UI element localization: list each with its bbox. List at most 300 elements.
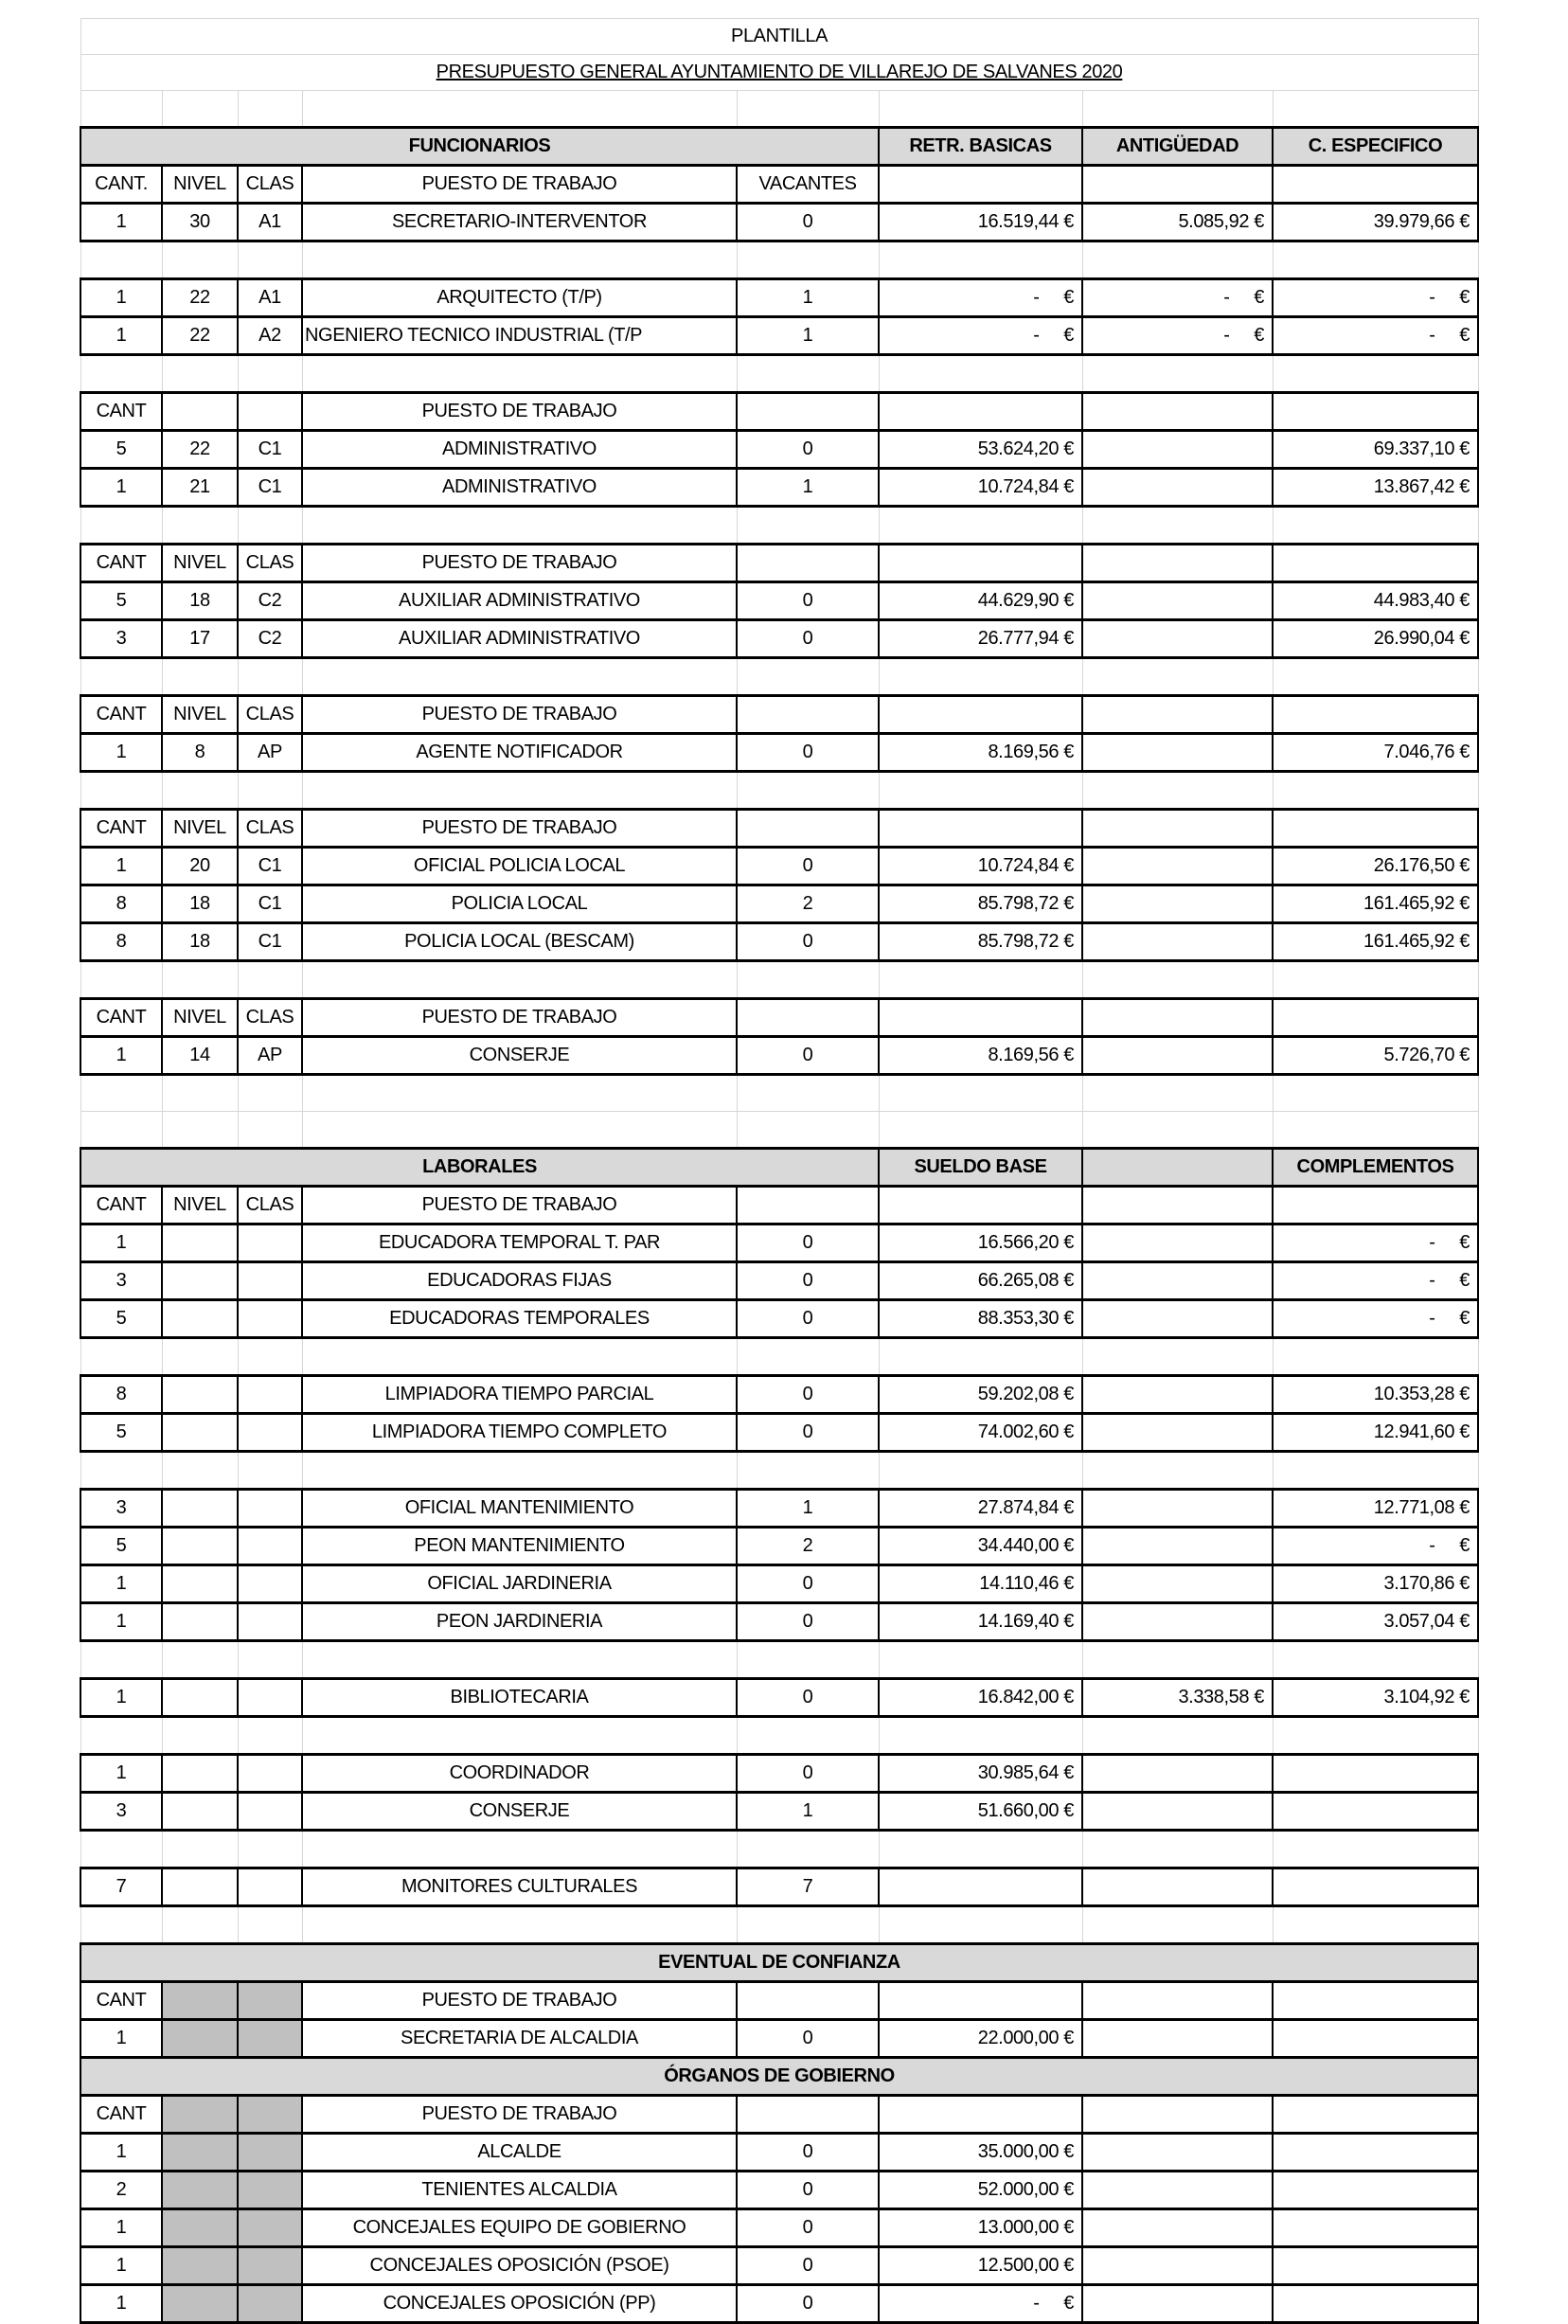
section-header-row: [80, 2058, 1478, 2096]
complemento-cell: [1273, 999, 1478, 1037]
vacantes-cell: [737, 2096, 879, 2134]
cant-cell: 1: [80, 1755, 162, 1793]
puesto-cell: TENIENTES ALCALDIA: [302, 2172, 737, 2209]
retribucion-cell: [879, 1187, 1082, 1225]
retribucion-cell: 16.566,20 €: [879, 1225, 1082, 1262]
empty-cell: [162, 658, 238, 696]
retribucion-cell: 14.110,46 €: [879, 1565, 1082, 1603]
empty-cell: [1082, 1717, 1273, 1755]
puesto-cell: EDUCADORAS TEMPORALES: [302, 1300, 737, 1338]
retribucion-cell: 12.500,00 €: [879, 2247, 1082, 2285]
empty-cell: [162, 1831, 238, 1868]
vacantes-cell: 1: [737, 1793, 879, 1831]
complemento-cell: 3.057,04 €: [1273, 1603, 1478, 1641]
antiguedad-cell: [1082, 1603, 1273, 1641]
puesto-cell: AUXILIAR ADMINISTRATIVO: [302, 620, 737, 658]
empty-cell: [1082, 1641, 1273, 1679]
vacantes-cell: 0: [737, 848, 879, 885]
table-row: [80, 696, 1478, 734]
retribucion-cell: - €: [879, 317, 1082, 355]
retribucion-cell: [879, 545, 1082, 582]
vacantes-cell: 0: [737, 1679, 879, 1717]
empty-cell: [162, 1717, 238, 1755]
cant-cell: 1: [80, 848, 162, 885]
cant-cell: CANT: [80, 545, 162, 582]
empty-cell: [80, 241, 162, 279]
clas-cell: C2: [238, 620, 302, 658]
blank-row: [80, 658, 1478, 696]
cant-cell: CANT: [80, 2096, 162, 2134]
cant-cell: 1: [80, 2020, 162, 2058]
empty-cell: [737, 1717, 879, 1755]
empty-cell: [737, 1831, 879, 1868]
antiguedad-cell: [1082, 734, 1273, 772]
empty-cell: [1273, 1075, 1478, 1112]
nivel-cell: [162, 1376, 238, 1414]
blank-row: [80, 241, 1478, 279]
vacantes-cell: [737, 999, 879, 1037]
empty-cell: [879, 1338, 1082, 1376]
retribucion-cell: 51.660,00 €: [879, 1793, 1082, 1831]
vacantes-cell: 0: [737, 1603, 879, 1641]
clas-cell: [238, 1225, 302, 1262]
clas-cell: [238, 2209, 302, 2247]
puesto-cell: SECRETARIO-INTERVENTOR: [302, 204, 737, 241]
puesto-cell: NGENIERO TECNICO INDUSTRIAL (T/P: [302, 317, 737, 355]
puesto-cell: PUESTO DE TRABAJO: [302, 696, 737, 734]
antiguedad-cell: [1082, 1225, 1273, 1262]
cant-cell: 8: [80, 1376, 162, 1414]
puesto-cell: PUESTO DE TRABAJO: [302, 2096, 737, 2134]
vacantes-cell: 0: [737, 2172, 879, 2209]
clas-cell: [238, 1679, 302, 1717]
complemento-cell: [1273, 2020, 1478, 2058]
puesto-cell: LIMPIADORA TIEMPO COMPLETO: [302, 1414, 737, 1452]
table-row: [80, 393, 1478, 431]
empty-cell: [80, 772, 162, 810]
section-header-row: [80, 1149, 1478, 1187]
complemento-cell: 3.170,86 €: [1273, 1565, 1478, 1603]
nivel-cell: NIVEL: [162, 166, 238, 204]
empty-cell: [1082, 91, 1273, 128]
antiguedad-cell: [1082, 1262, 1273, 1300]
empty-cell: [1082, 658, 1273, 696]
complemento-cell: [1273, 1982, 1478, 2020]
nivel-cell: [162, 1679, 238, 1717]
empty-cell: [162, 1906, 238, 1944]
nivel-cell: 30: [162, 204, 238, 241]
blank-row: [80, 1075, 1478, 1112]
antiguedad-cell: [1082, 1755, 1273, 1793]
blank-row: [80, 507, 1478, 545]
table-row: [80, 317, 1478, 355]
nivel-cell: 14: [162, 1037, 238, 1075]
cant-cell: 1: [80, 1225, 162, 1262]
nivel-cell: [162, 2172, 238, 2209]
empty-cell: [302, 507, 737, 545]
clas-cell: [238, 2096, 302, 2134]
section-title: EVENTUAL DE CONFIANZA: [80, 1944, 1478, 1982]
puesto-cell: COORDINADOR: [302, 1755, 737, 1793]
empty-cell: [302, 1112, 737, 1149]
empty-cell: [80, 961, 162, 999]
vacantes-cell: 2: [737, 885, 879, 923]
cant-cell: CANT: [80, 393, 162, 431]
nivel-cell: [162, 1490, 238, 1528]
complemento-cell: [1273, 2134, 1478, 2172]
antiguedad-cell: [1082, 2134, 1273, 2172]
empty-cell: [879, 1831, 1082, 1868]
empty-cell: [162, 241, 238, 279]
empty-cell: [162, 961, 238, 999]
puesto-cell: ARQUITECTO (T/P): [302, 279, 737, 317]
empty-cell: [238, 1831, 302, 1868]
cant-cell: 1: [80, 2209, 162, 2247]
complemento-cell: 161.465,92 €: [1273, 885, 1478, 923]
table-row: [80, 1528, 1478, 1565]
retribucion-cell: 74.002,60 €: [879, 1414, 1082, 1452]
cant-cell: 1: [80, 317, 162, 355]
retribucion-cell: 10.724,84 €: [879, 469, 1082, 507]
empty-cell: [879, 961, 1082, 999]
blank-row: [80, 1717, 1478, 1755]
empty-cell: [80, 355, 162, 393]
section-title: LABORALES: [80, 1149, 879, 1187]
cant-cell: 1: [80, 734, 162, 772]
empty-cell: [1273, 355, 1478, 393]
nivel-cell: NIVEL: [162, 545, 238, 582]
empty-cell: [302, 961, 737, 999]
empty-cell: [879, 91, 1082, 128]
complemento-cell: 3.104,92 €: [1273, 1679, 1478, 1717]
empty-cell: [80, 1112, 162, 1149]
empty-cell: [879, 1075, 1082, 1112]
retribucion-cell: [879, 999, 1082, 1037]
blank-row: [80, 772, 1478, 810]
empty-cell: [302, 91, 737, 128]
table-row: [80, 848, 1478, 885]
cant-cell: 1: [80, 469, 162, 507]
empty-cell: [162, 507, 238, 545]
antiguedad-cell: [1082, 1793, 1273, 1831]
table-row: [80, 2247, 1478, 2285]
puesto-cell: ALCALDE: [302, 2134, 737, 2172]
clas-cell: [238, 2172, 302, 2209]
column-header: ANTIGÜEDAD: [1082, 128, 1273, 166]
antiguedad-cell: - €: [1082, 317, 1273, 355]
complemento-cell: 10.353,28 €: [1273, 1376, 1478, 1414]
empty-cell: [238, 1452, 302, 1490]
vacantes-cell: 1: [737, 317, 879, 355]
clas-cell: CLAS: [238, 1187, 302, 1225]
complemento-cell: [1273, 2172, 1478, 2209]
retribucion-cell: 8.169,56 €: [879, 1037, 1082, 1075]
retribucion-cell: 22.000,00 €: [879, 2020, 1082, 2058]
table-row: [80, 279, 1478, 317]
empty-cell: [737, 355, 879, 393]
cant-cell: 1: [80, 1679, 162, 1717]
empty-cell: [879, 1641, 1082, 1679]
nivel-cell: [162, 1793, 238, 1831]
complemento-cell: [1273, 1793, 1478, 1831]
complemento-cell: [1273, 1868, 1478, 1906]
complemento-cell: [1273, 2247, 1478, 2285]
cant-cell: 1: [80, 2285, 162, 2323]
empty-cell: [1273, 772, 1478, 810]
antiguedad-cell: [1082, 1414, 1273, 1452]
puesto-cell: BIBLIOTECARIA: [302, 1679, 737, 1717]
antiguedad-cell: [1082, 2247, 1273, 2285]
empty-cell: [162, 1075, 238, 1112]
complemento-cell: 12.941,60 €: [1273, 1414, 1478, 1452]
antiguedad-cell: [1082, 848, 1273, 885]
puesto-cell: PUESTO DE TRABAJO: [302, 810, 737, 848]
retribucion-cell: 85.798,72 €: [879, 923, 1082, 961]
table-row: [80, 469, 1478, 507]
retribucion-cell: 13.000,00 €: [879, 2209, 1082, 2247]
nivel-cell: 22: [162, 279, 238, 317]
retribucion-cell: 30.985,64 €: [879, 1755, 1082, 1793]
nivel-cell: 18: [162, 582, 238, 620]
retribucion-cell: 16.519,44 €: [879, 204, 1082, 241]
nivel-cell: [162, 1982, 238, 2020]
puesto-cell: OFICIAL JARDINERIA: [302, 1565, 737, 1603]
vacantes-cell: [737, 810, 879, 848]
puesto-cell: OFICIAL MANTENIMIENTO: [302, 1490, 737, 1528]
cant-cell: 1: [80, 1565, 162, 1603]
nivel-cell: [162, 2209, 238, 2247]
antiguedad-cell: [1082, 2020, 1273, 2058]
nivel-cell: 17: [162, 620, 238, 658]
blank-row: [80, 1906, 1478, 1944]
empty-cell: [302, 1452, 737, 1490]
empty-cell: [238, 1717, 302, 1755]
empty-cell: [302, 1641, 737, 1679]
vacantes-cell: 0: [737, 734, 879, 772]
vacantes-cell: 7: [737, 1868, 879, 1906]
nivel-cell: [162, 2134, 238, 2172]
retribucion-cell: 27.874,84 €: [879, 1490, 1082, 1528]
complemento-cell: 69.337,10 €: [1273, 431, 1478, 469]
puesto-cell: PUESTO DE TRABAJO: [302, 166, 737, 204]
complemento-cell: [1273, 2209, 1478, 2247]
retribucion-cell: [879, 696, 1082, 734]
clas-cell: [238, 1262, 302, 1300]
clas-cell: C1: [238, 848, 302, 885]
empty-cell: [1273, 1641, 1478, 1679]
clas-cell: CLAS: [238, 999, 302, 1037]
puesto-cell: EDUCADORA TEMPORAL T. PAR: [302, 1225, 737, 1262]
antiguedad-cell: [1082, 2285, 1273, 2323]
nivel-cell: [162, 1528, 238, 1565]
clas-cell: CLAS: [238, 696, 302, 734]
empty-cell: [162, 1452, 238, 1490]
empty-cell: [879, 507, 1082, 545]
retribucion-cell: 52.000,00 €: [879, 2172, 1082, 2209]
complemento-cell: [1273, 1755, 1478, 1793]
retribucion-cell: - €: [879, 2285, 1082, 2323]
column-header: COMPLEMENTOS: [1273, 1149, 1478, 1187]
puesto-cell: LIMPIADORA TIEMPO PARCIAL: [302, 1376, 737, 1414]
clas-cell: [238, 393, 302, 431]
nivel-cell: 21: [162, 469, 238, 507]
cant-cell: CANT: [80, 1187, 162, 1225]
retribucion-cell: [879, 1982, 1082, 2020]
nivel-cell: [162, 2285, 238, 2323]
complemento-cell: [1273, 545, 1478, 582]
antiguedad-cell: [1082, 1565, 1273, 1603]
empty-cell: [1273, 658, 1478, 696]
antiguedad-cell: [1082, 2209, 1273, 2247]
empty-cell: [80, 658, 162, 696]
retribucion-cell: 26.777,94 €: [879, 620, 1082, 658]
table-row: [80, 1225, 1478, 1262]
vacantes-cell: [737, 1187, 879, 1225]
antiguedad-cell: [1082, 431, 1273, 469]
empty-cell: [1273, 1906, 1478, 1944]
empty-cell: [737, 772, 879, 810]
antiguedad-cell: [1082, 1300, 1273, 1338]
empty-cell: [302, 1717, 737, 1755]
clas-cell: [238, 1565, 302, 1603]
vacantes-cell: 0: [737, 2209, 879, 2247]
clas-cell: [238, 2285, 302, 2323]
retribucion-cell: [879, 810, 1082, 848]
nivel-cell: [162, 2020, 238, 2058]
empty-cell: [1082, 1831, 1273, 1868]
blank-row: [80, 1831, 1478, 1868]
puesto-cell: CONCEJALES OPOSICIÓN (PSOE): [302, 2247, 737, 2285]
empty-cell: [238, 1906, 302, 1944]
cant-cell: CANT: [80, 810, 162, 848]
antiguedad-cell: [1082, 582, 1273, 620]
empty-cell: [302, 1075, 737, 1112]
cant-cell: 1: [80, 204, 162, 241]
cant-cell: 8: [80, 923, 162, 961]
complemento-cell: [1273, 810, 1478, 848]
table-row: [80, 1300, 1478, 1338]
puesto-cell: AGENTE NOTIFICADOR: [302, 734, 737, 772]
table-row: [80, 1414, 1478, 1452]
table-row: [80, 1868, 1478, 1906]
vacantes-cell: 1: [737, 1490, 879, 1528]
blank-row: [80, 1452, 1478, 1490]
vacantes-cell: 0: [737, 620, 879, 658]
column-header: RETR. BASICAS: [879, 128, 1082, 166]
cant-cell: 5: [80, 1528, 162, 1565]
antiguedad-cell: [1082, 1037, 1273, 1075]
complemento-cell: 26.990,04 €: [1273, 620, 1478, 658]
cant-cell: 2: [80, 2172, 162, 2209]
cant-cell: 5: [80, 582, 162, 620]
retribucion-cell: [879, 166, 1082, 204]
antiguedad-cell: [1082, 923, 1273, 961]
table-row: [80, 582, 1478, 620]
empty-cell: [737, 1075, 879, 1112]
nivel-cell: 22: [162, 431, 238, 469]
vacantes-cell: 0: [737, 1225, 879, 1262]
clas-cell: [238, 1376, 302, 1414]
empty-cell: [737, 961, 879, 999]
antiguedad-cell: [1082, 999, 1273, 1037]
clas-cell: A1: [238, 204, 302, 241]
puesto-cell: POLICIA LOCAL (BESCAM): [302, 923, 737, 961]
section-header-row: [80, 1944, 1478, 1982]
blank-row: [80, 91, 1478, 128]
clas-cell: CLAS: [238, 545, 302, 582]
clas-cell: CLAS: [238, 810, 302, 848]
cant-cell: 5: [80, 431, 162, 469]
puesto-cell: SECRETARIA DE ALCALDIA: [302, 2020, 737, 2058]
clas-cell: [238, 1300, 302, 1338]
vacantes-cell: 0: [737, 431, 879, 469]
nivel-cell: 18: [162, 923, 238, 961]
nivel-cell: [162, 1262, 238, 1300]
vacantes-cell: [737, 696, 879, 734]
clas-cell: A1: [238, 279, 302, 317]
puesto-cell: PEON JARDINERIA: [302, 1603, 737, 1641]
empty-cell: [302, 241, 737, 279]
antiguedad-cell: [1082, 545, 1273, 582]
clas-cell: [238, 1603, 302, 1641]
puesto-cell: PEON MANTENIMIENTO: [302, 1528, 737, 1565]
puesto-cell: PUESTO DE TRABAJO: [302, 999, 737, 1037]
empty-cell: [1082, 507, 1273, 545]
empty-cell: [302, 1338, 737, 1376]
empty-cell: [238, 1641, 302, 1679]
cant-cell: CANT: [80, 1982, 162, 2020]
clas-cell: C1: [238, 923, 302, 961]
table-row: [80, 2209, 1478, 2247]
empty-cell: [1273, 961, 1478, 999]
column-header: SUELDO BASE: [879, 1149, 1082, 1187]
empty-cell: [737, 658, 879, 696]
puesto-cell: PUESTO DE TRABAJO: [302, 545, 737, 582]
table-row: [80, 1565, 1478, 1603]
antiguedad-cell: [1082, 1376, 1273, 1414]
complemento-cell: - €: [1273, 317, 1478, 355]
vacantes-cell: 0: [737, 2285, 879, 2323]
blank-row: [80, 1641, 1478, 1679]
empty-cell: [737, 241, 879, 279]
empty-cell: [737, 91, 879, 128]
puesto-cell: PUESTO DE TRABAJO: [302, 1187, 737, 1225]
clas-cell: [238, 2247, 302, 2285]
title-row: [80, 19, 1478, 55]
empty-cell: [1273, 91, 1478, 128]
table-row: [80, 1679, 1478, 1717]
complemento-cell: 44.983,40 €: [1273, 582, 1478, 620]
empty-cell: [302, 1906, 737, 1944]
clas-cell: [238, 1793, 302, 1831]
empty-cell: [879, 1717, 1082, 1755]
complemento-cell: 161.465,92 €: [1273, 923, 1478, 961]
table-row: [80, 1037, 1478, 1075]
antiguedad-cell: - €: [1082, 279, 1273, 317]
table-row: [80, 810, 1478, 848]
puesto-cell: MONITORES CULTURALES: [302, 1868, 737, 1906]
retribucion-cell: 44.629,90 €: [879, 582, 1082, 620]
retribucion-cell: 66.265,08 €: [879, 1262, 1082, 1300]
table-row: [80, 1793, 1478, 1831]
empty-cell: [238, 772, 302, 810]
puesto-cell: PUESTO DE TRABAJO: [302, 393, 737, 431]
empty-cell: [879, 772, 1082, 810]
retribucion-cell: [879, 1868, 1082, 1906]
table-row: [80, 2020, 1478, 2058]
nivel-cell: NIVEL: [162, 999, 238, 1037]
empty-cell: [737, 1641, 879, 1679]
